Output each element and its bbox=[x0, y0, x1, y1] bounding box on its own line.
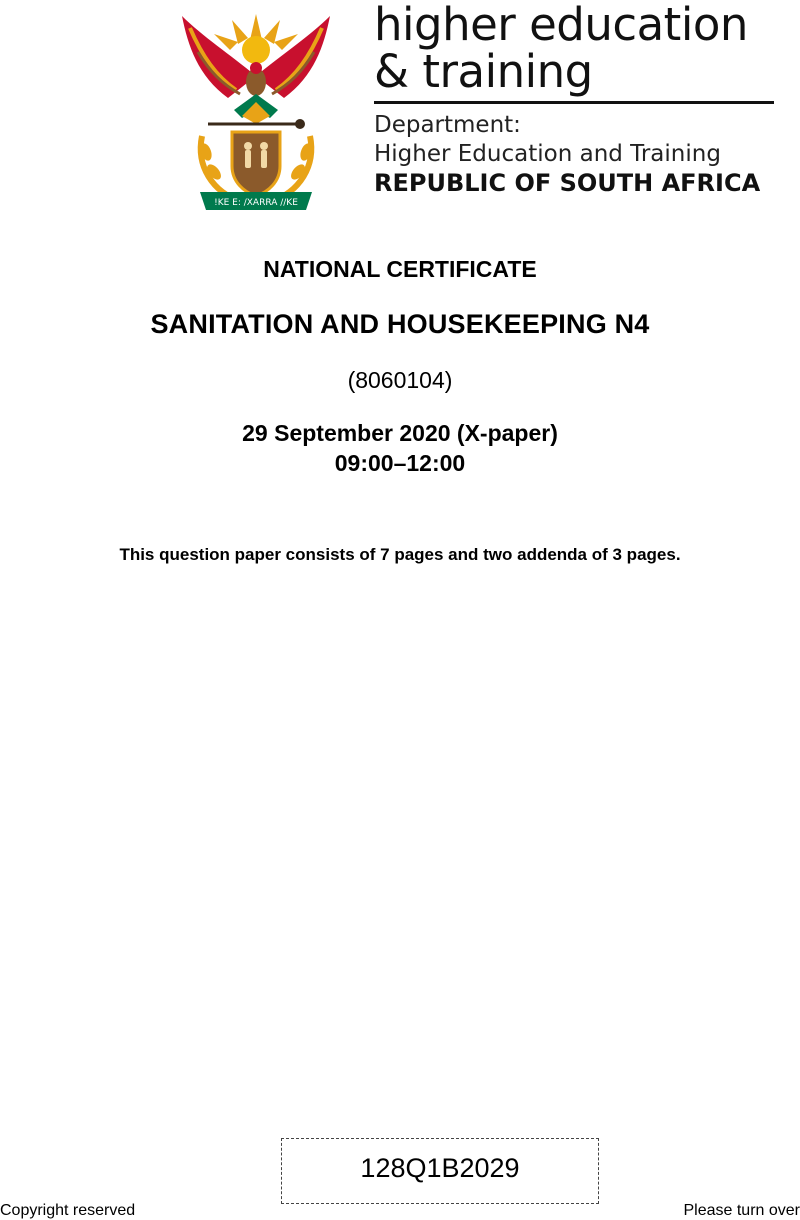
paper-code-box bbox=[281, 1138, 599, 1204]
brand-line-higher-education: higher education bbox=[374, 0, 748, 51]
paper-info: This question paper consists of 7 pages and two addenda of 3 pages. bbox=[119, 545, 681, 564]
department-label: Department: bbox=[374, 112, 521, 138]
paper-code: 128Q1B2029 bbox=[360, 1153, 520, 1183]
department-name: Higher Education and Training bbox=[374, 141, 721, 167]
subject-title: SANITATION AND HOUSEKEEPING N4 bbox=[150, 309, 650, 339]
turn-over-notice: Please turn over bbox=[683, 1202, 800, 1219]
subject-code: (8060104) bbox=[347, 367, 453, 393]
exam-date: 29 September 2020 (X-paper) bbox=[242, 420, 558, 446]
certificate-title: NATIONAL CERTIFICATE bbox=[263, 256, 537, 282]
brand-divider bbox=[374, 101, 774, 104]
motto-text: !KE E: /XARRA //KE bbox=[214, 198, 298, 208]
copyright-notice: Copyright reserved bbox=[0, 1202, 136, 1219]
country-name: REPUBLIC OF SOUTH AFRICA bbox=[374, 169, 761, 197]
exam-time: 09:00–12:00 bbox=[334, 450, 466, 476]
coat-of-arms-logo bbox=[172, 6, 340, 212]
brand-line-training: & training bbox=[374, 45, 593, 98]
